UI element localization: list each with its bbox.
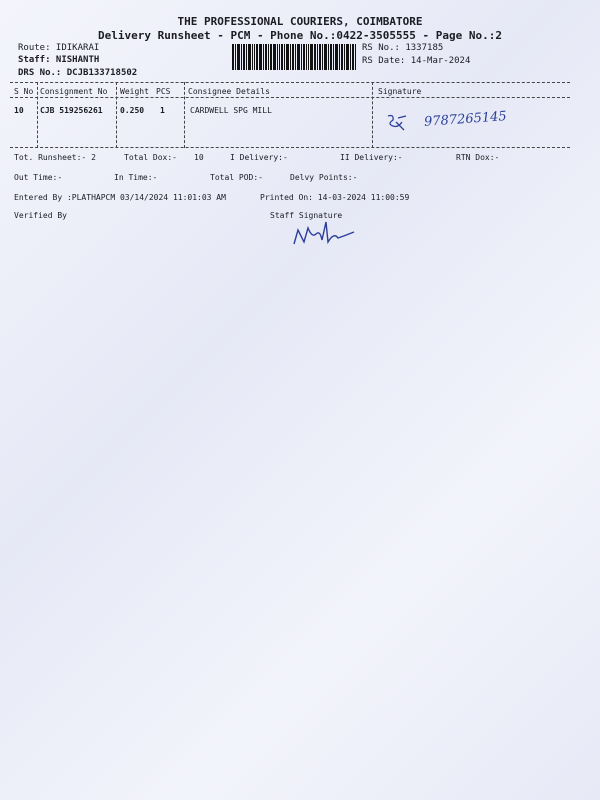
- col-header-signature: Signature: [378, 87, 422, 96]
- tot-runsheet: Tot. Runsheet:- 2: [14, 153, 96, 162]
- ii-delivery: II Delivery:-: [340, 153, 403, 162]
- total-pod: Total POD:-: [210, 173, 263, 182]
- column-divider: [116, 82, 117, 148]
- column-divider: [37, 82, 38, 148]
- i-delivery: I Delivery:-: [230, 153, 288, 162]
- col-header-consignment: Consignment No: [40, 87, 108, 96]
- col-header-pcs: PCS: [156, 87, 171, 96]
- total-dox-value: 10: [194, 153, 204, 162]
- out-time: Out Time:-: [14, 173, 63, 182]
- cell-sno: 10: [14, 106, 24, 115]
- total-dox-label: Total Dox:-: [124, 153, 177, 162]
- col-header-weight: Weight: [120, 87, 149, 96]
- cell-signature-phone: 9787265145: [423, 109, 508, 130]
- handwritten-signature-mark: [384, 112, 408, 134]
- company-title: THE PROFESSIONAL COURIERS, COIMBATORE: [177, 15, 423, 28]
- staff-label: Staff: NISHANTH: [18, 55, 100, 65]
- in-time: In Time:-: [114, 173, 158, 182]
- cell-consignee: CARDWELL SPG MILL: [190, 106, 272, 115]
- cell-pcs: 1: [160, 106, 165, 115]
- rtn-dox: RTN Dox:-: [456, 153, 500, 162]
- col-header-consignee: Consignee Details: [188, 87, 270, 96]
- delvy-points: Delvy Points:-: [290, 173, 358, 182]
- rs-no-label: RS No.: 1337185: [362, 43, 444, 53]
- route-label: Route: IDIKARAI: [18, 43, 100, 53]
- drs-label: DRS No.: DCJB133718502: [18, 68, 138, 78]
- table-bottom-rule: [10, 147, 570, 148]
- rs-date-label: RS Date: 14-Mar-2024: [362, 56, 471, 66]
- staff-signature-mark: [288, 218, 360, 252]
- column-divider: [372, 82, 373, 148]
- verified-by: Verified By: [14, 211, 67, 220]
- table-top-rule: [10, 82, 570, 83]
- column-divider: [184, 82, 185, 148]
- staff-signature-label: Staff Signature: [270, 211, 343, 220]
- barcode-image: [232, 44, 356, 70]
- table-header-rule: [10, 97, 570, 98]
- printed-on: Printed On: 14-03-2024 11:00:59: [260, 193, 410, 202]
- col-header-sno: S No: [14, 87, 34, 96]
- cell-weight: 0.250: [120, 106, 145, 115]
- cell-consignment: CJB 519256261: [40, 106, 103, 115]
- entered-by: Entered By :PLATHAPCM 03/14/2024 11:01:03 AM: [14, 193, 226, 202]
- runsheet-subtitle: Delivery Runsheet - PCM - Phone No.:0422-3505555 - Page No.:2: [98, 29, 502, 42]
